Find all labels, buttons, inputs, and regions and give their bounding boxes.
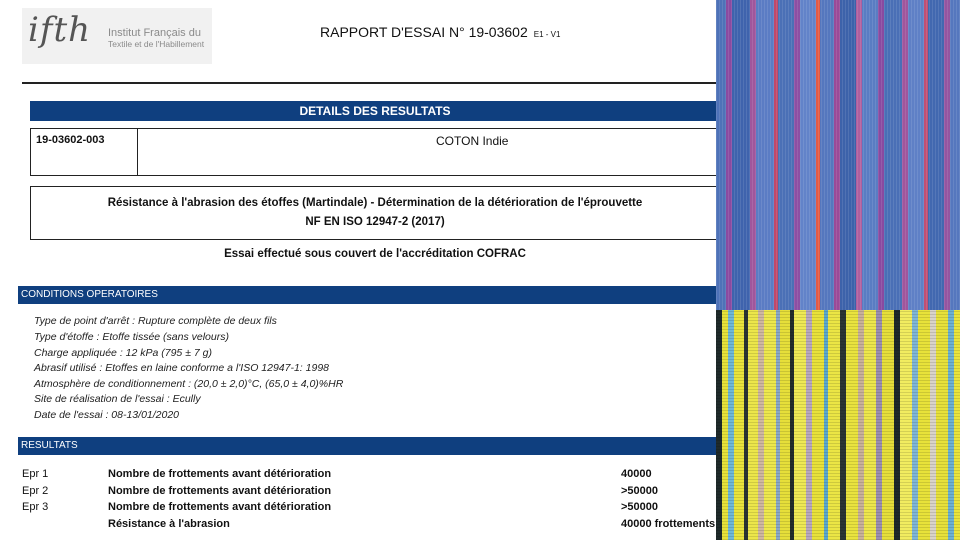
result-label: Nombre de frottements avant détérioration: [108, 468, 332, 480]
logo-mark: ifth: [28, 10, 92, 50]
result-label: Nombre de frottements avant détérioration: [108, 485, 332, 497]
condition-line: Charge appliquée : 12 kPa (795 ± 7 g): [34, 347, 212, 359]
sample-box-divider: [137, 128, 138, 176]
result-value: 40000: [621, 468, 652, 480]
result-value: >50000: [621, 501, 659, 513]
sample-box: [30, 128, 720, 176]
report-title: [320, 24, 560, 40]
result-summary-label: Résistance à l'abrasion: [108, 518, 230, 530]
conditions-band: CONDITIONS OPERATOIRES: [18, 286, 720, 304]
condition-line: Atmosphère de conditionnement : (20,0 ± 2,0)°C, (65,0 ± 4,0)%HR: [34, 378, 344, 390]
sample-id: 19-03602-003: [36, 134, 105, 146]
details-band: DETAILS DES RESULTATS: [30, 101, 720, 121]
report-version: E1 - V1: [533, 30, 561, 39]
test-box: [30, 186, 720, 240]
logo-text: [108, 28, 204, 50]
logo-line-2: Textile et de l'Habillement: [108, 39, 205, 49]
logo-line-1: Institut Français du: [108, 27, 201, 39]
result-epr: Epr 1: [22, 468, 49, 480]
condition-line: Site de réalisation de l'essai : Ecully: [34, 393, 201, 405]
yellow-striped-fabric-image: [716, 310, 960, 540]
result-epr: Epr 3: [22, 501, 49, 513]
blue-striped-fabric-image: [716, 0, 960, 310]
condition-line: Type d'étoffe : Etoffe tissée (sans velours): [34, 331, 229, 343]
result-epr: Epr 2: [22, 485, 49, 497]
condition-line: Abrasif utilisé : Etoffes en laine conforme a l'ISO 12947-1: 1998: [34, 362, 330, 374]
test-standard: NF EN ISO 12947-2 (2017): [305, 216, 445, 228]
result-summary-value: 40000 frottements: [621, 518, 716, 530]
test-title: Résistance à l'abrasion des étoffes (Martindale) - Détermination de la détérioration de l'éprouvette: [107, 197, 643, 209]
results-band: RESULTATS: [18, 437, 720, 455]
result-value: >50000: [621, 485, 659, 497]
condition-line: Type de point d'arrêt : Rupture complète de deux fils: [34, 315, 277, 327]
sample-name: COTON Indie: [436, 134, 509, 148]
header-divider: [22, 82, 722, 84]
accreditation-note: Essai effectué sous couvert de l'accréditation COFRAC: [224, 248, 526, 260]
report-number: RAPPORT D'ESSAI N° 19-03602: [320, 24, 528, 40]
condition-line: Date de l'essai : 08-13/01/2020: [34, 409, 180, 421]
result-label: Nombre de frottements avant détérioration: [108, 501, 332, 513]
